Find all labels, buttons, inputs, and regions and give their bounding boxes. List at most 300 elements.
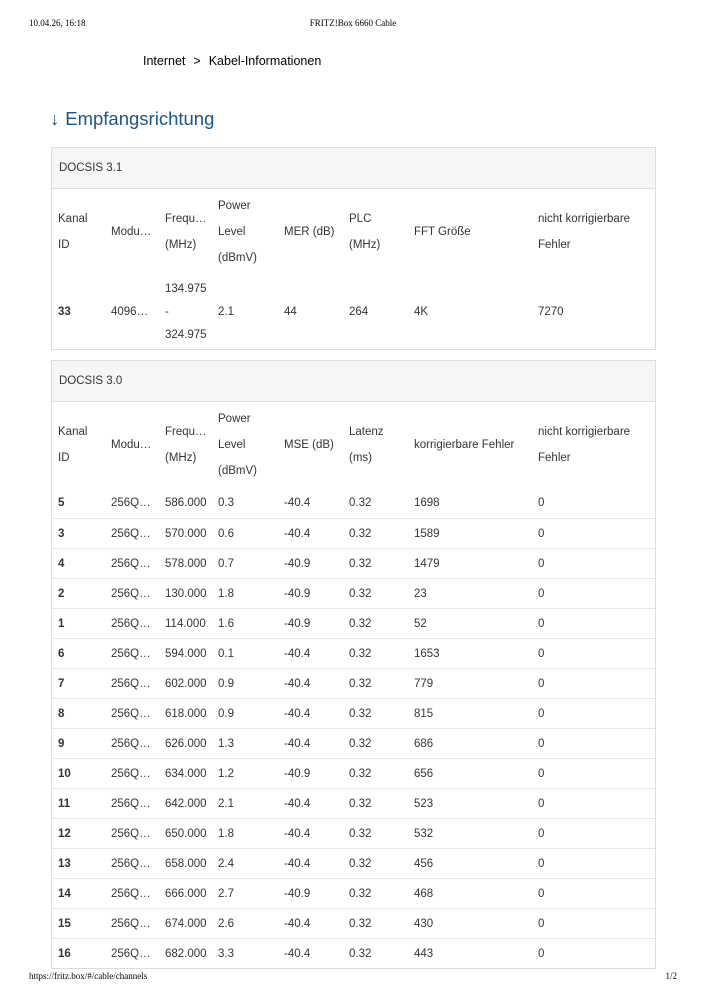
frequenz-cell xyxy=(165,549,215,578)
cell-text: (MHz) xyxy=(349,239,381,251)
modulation-cell xyxy=(111,579,161,608)
cell-text: 15 xyxy=(58,917,71,930)
fehler-col7-cell xyxy=(414,819,534,848)
col6-cell xyxy=(349,609,409,638)
power-level-cell xyxy=(218,789,280,818)
table-row xyxy=(52,638,655,668)
cell-text: 586.000 xyxy=(165,497,207,509)
cell-text: 468 xyxy=(414,887,434,900)
col6-cell xyxy=(349,939,409,968)
cell-text: 4 xyxy=(58,557,65,570)
cell-text: 0 xyxy=(538,797,545,810)
cell-text: 0.7 xyxy=(218,557,234,570)
cell-text: 9 xyxy=(58,737,65,750)
table-row xyxy=(52,728,655,758)
power-level-cell xyxy=(218,729,280,758)
frequenz-cell xyxy=(165,189,215,275)
cell-text: nicht korrigierbare xyxy=(538,426,631,438)
cell-text: 256Q… xyxy=(111,677,151,690)
cell-text: 33 xyxy=(58,305,71,318)
fehler-col7-cell xyxy=(414,549,534,578)
docsis30-header-row xyxy=(52,402,655,488)
cell-text: Kanal xyxy=(58,426,88,438)
nicht-korrigierbare-fehler-cell xyxy=(538,519,653,548)
cell-text: -40.4 xyxy=(284,527,311,540)
kanal-id-cell xyxy=(58,609,108,638)
fehler-col7-cell xyxy=(414,579,534,608)
cell-text: 570.000 xyxy=(165,527,207,540)
cell-text: 626.000 xyxy=(165,737,207,750)
cell-text: korrigierbare Fehler xyxy=(414,439,515,451)
power-level-cell xyxy=(218,402,280,488)
nicht-korrigierbare-fehler-cell xyxy=(538,699,653,728)
cell-text: 256Q… xyxy=(111,887,151,900)
cell-text: 0.32 xyxy=(349,557,372,570)
col6-cell xyxy=(349,729,409,758)
kanal-id-cell xyxy=(58,819,108,848)
frequenz-cell xyxy=(165,639,215,668)
kanal-id-cell xyxy=(58,639,108,668)
cell-text: 1 xyxy=(58,617,65,630)
table-row xyxy=(52,848,655,878)
cell-text: -40.4 xyxy=(284,947,311,960)
quality-cell xyxy=(284,849,344,878)
table-row xyxy=(52,758,655,788)
cell-text: 256Q… xyxy=(111,797,151,810)
cell-text: FFT Größe xyxy=(414,226,471,238)
fehler-col7-cell xyxy=(414,729,534,758)
cell-text: 0.32 xyxy=(349,827,372,840)
modulation-cell xyxy=(111,909,161,938)
cell-text: 256Q… xyxy=(111,827,151,840)
cell-text: 14 xyxy=(58,887,71,900)
power-level-cell xyxy=(218,639,280,668)
nicht-korrigierbare-fehler-cell xyxy=(538,275,653,349)
cell-text: nicht korrigierbare xyxy=(538,213,631,225)
col6-cell xyxy=(349,189,409,275)
nicht-korrigierbare-fehler-cell xyxy=(538,609,653,638)
cell-text: 0.9 xyxy=(218,677,234,690)
cell-text: 256Q… xyxy=(111,947,151,960)
modulation-cell xyxy=(111,849,161,878)
fehler-col7-cell xyxy=(414,849,534,878)
cell-text: 0.32 xyxy=(349,527,372,540)
cell-text: (MHz) xyxy=(165,452,197,464)
cell-text: 815 xyxy=(414,707,434,720)
power-level-cell xyxy=(218,819,280,848)
kanal-id-cell xyxy=(58,488,108,518)
cell-text: Kanal xyxy=(58,213,88,225)
cell-text: 650.000 xyxy=(165,827,207,840)
cell-text: 0 xyxy=(538,707,545,720)
cell-text: PLC xyxy=(349,213,372,225)
cell-text: -40.4 xyxy=(284,647,311,660)
print-footer xyxy=(0,971,706,985)
power-level-cell xyxy=(218,849,280,878)
cell-text: -40.4 xyxy=(284,827,311,840)
kanal-id-cell xyxy=(58,879,108,908)
kanal-id-cell xyxy=(58,759,108,788)
quality-cell xyxy=(284,275,344,349)
cell-text: 1589 xyxy=(414,527,440,540)
cell-text: -40.4 xyxy=(284,737,311,750)
cell-text: 23 xyxy=(414,587,427,600)
power-level-cell xyxy=(218,669,280,698)
quality-cell xyxy=(284,609,344,638)
quality-cell xyxy=(284,639,344,668)
modulation-cell xyxy=(111,819,161,848)
kanal-id-cell xyxy=(58,579,108,608)
cell-text: Fehler xyxy=(538,452,571,464)
cell-text: 1.8 xyxy=(218,827,234,840)
nicht-korrigierbare-fehler-cell xyxy=(538,909,653,938)
cell-text: 779 xyxy=(414,677,434,690)
cell-text: 0 xyxy=(538,617,545,630)
docsis30-table xyxy=(51,360,656,969)
fehler-col7-cell xyxy=(414,275,534,349)
print-datetime: 10.04.26, 16:18 xyxy=(29,18,86,28)
cell-text: ID xyxy=(58,239,70,251)
cell-text: 634.000 xyxy=(165,767,207,780)
frequenz-cell xyxy=(165,275,215,349)
col6-cell xyxy=(349,849,409,878)
kanal-id-cell xyxy=(58,519,108,548)
cell-text: 4K xyxy=(414,305,429,318)
cell-text: Latenz xyxy=(349,426,384,438)
frequenz-cell xyxy=(165,669,215,698)
kanal-id-cell xyxy=(58,939,108,968)
fehler-col7-cell xyxy=(414,939,534,968)
fehler-col7-cell xyxy=(414,609,534,638)
col6-cell xyxy=(349,549,409,578)
col6-cell xyxy=(349,519,409,548)
modulation-cell xyxy=(111,402,161,488)
quality-cell xyxy=(284,759,344,788)
cell-text: 3 xyxy=(58,527,65,540)
cell-text: 0.3 xyxy=(218,497,234,509)
col6-cell xyxy=(349,759,409,788)
breadcrumb-internet[interactable]: Internet xyxy=(143,54,186,68)
frequenz-cell xyxy=(165,759,215,788)
nicht-korrigierbare-fehler-cell xyxy=(538,849,653,878)
cell-text: 1.6 xyxy=(218,617,234,630)
cell-text: 1.3 xyxy=(218,737,234,750)
cell-text: 52 xyxy=(414,617,427,630)
cell-text: 0.32 xyxy=(349,947,372,960)
modulation-cell xyxy=(111,488,161,518)
cell-text: Fehler xyxy=(538,239,571,251)
cell-text: (MHz) xyxy=(165,239,197,251)
cell-text: 6 xyxy=(58,647,65,660)
col6-cell xyxy=(349,669,409,698)
table-row xyxy=(52,818,655,848)
kanal-id-cell xyxy=(58,849,108,878)
cell-text: 0 xyxy=(538,527,545,540)
cell-text: 1698 xyxy=(414,497,440,509)
cell-text: 134.975 xyxy=(165,282,207,295)
kanal-id-cell xyxy=(58,669,108,698)
modulation-cell xyxy=(111,879,161,908)
table-row xyxy=(52,578,655,608)
cell-text: 0 xyxy=(538,887,545,900)
cell-text: 0 xyxy=(538,827,545,840)
cell-text: 0 xyxy=(538,767,545,780)
cell-text: 0.32 xyxy=(349,857,372,870)
cell-text: 1.2 xyxy=(218,767,234,780)
col6-cell xyxy=(349,579,409,608)
cell-text: 0.32 xyxy=(349,647,372,660)
table-row xyxy=(52,668,655,698)
cell-text: 523 xyxy=(414,797,434,810)
cell-text: 2.7 xyxy=(218,887,234,900)
kanal-id-cell xyxy=(58,729,108,758)
quality-cell xyxy=(284,909,344,938)
fehler-col7-cell xyxy=(414,699,534,728)
kanal-id-cell xyxy=(58,189,108,275)
frequenz-cell xyxy=(165,939,215,968)
cell-text: 2.1 xyxy=(218,305,234,318)
power-level-cell xyxy=(218,275,280,349)
cell-text: 0.32 xyxy=(349,917,372,930)
cell-text: 264 xyxy=(349,305,369,318)
cell-text: 8 xyxy=(58,707,65,720)
power-level-cell xyxy=(218,549,280,578)
kanal-id-cell xyxy=(58,789,108,818)
quality-cell xyxy=(284,939,344,968)
power-level-cell xyxy=(218,909,280,938)
frequenz-cell xyxy=(165,879,215,908)
cell-text: -40.9 xyxy=(284,557,311,570)
modulation-cell xyxy=(111,759,161,788)
cell-text: 618.000 xyxy=(165,707,207,720)
fehler-col7-cell xyxy=(414,789,534,818)
cell-text: 456 xyxy=(414,857,434,870)
cell-text: 0.32 xyxy=(349,767,372,780)
quality-cell xyxy=(284,699,344,728)
col6-cell xyxy=(349,402,409,488)
cell-text: -40.4 xyxy=(284,707,311,720)
nicht-korrigierbare-fehler-cell xyxy=(538,579,653,608)
table-row xyxy=(52,608,655,638)
cell-text: 7 xyxy=(58,677,65,690)
nicht-korrigierbare-fehler-cell xyxy=(538,189,653,275)
cell-text: 7270 xyxy=(538,305,564,318)
modulation-cell xyxy=(111,939,161,968)
cell-text: 256Q… xyxy=(111,767,151,780)
power-level-cell xyxy=(218,488,280,518)
col6-cell xyxy=(349,699,409,728)
print-url: https://fritz.box/#/cable/channels xyxy=(29,971,148,981)
nicht-korrigierbare-fehler-cell xyxy=(538,549,653,578)
print-page-number: 1/2 xyxy=(665,971,677,981)
cell-text: 594.000 xyxy=(165,647,207,660)
cell-text: 0 xyxy=(538,587,545,600)
cell-text: 256Q… xyxy=(111,737,151,750)
fehler-col7-cell xyxy=(414,879,534,908)
cell-text: -40.4 xyxy=(284,857,311,870)
table-row xyxy=(52,908,655,938)
col6-cell xyxy=(349,275,409,349)
cell-text: -40.4 xyxy=(284,677,311,690)
breadcrumb xyxy=(143,54,321,68)
cell-text: 443 xyxy=(414,947,434,960)
cell-text: 0.32 xyxy=(349,707,372,720)
cell-text: 0.32 xyxy=(349,497,372,509)
table-row xyxy=(52,698,655,728)
table-row xyxy=(52,518,655,548)
frequenz-cell xyxy=(165,609,215,638)
modulation-cell xyxy=(111,189,161,275)
frequenz-cell xyxy=(165,519,215,548)
quality-cell xyxy=(284,579,344,608)
frequenz-cell xyxy=(165,789,215,818)
cell-text: 0 xyxy=(538,647,545,660)
nicht-korrigierbare-fehler-cell xyxy=(538,402,653,488)
cell-text: 666.000 xyxy=(165,887,207,900)
cell-text: 2 xyxy=(58,587,65,600)
cell-text: Power xyxy=(218,413,251,425)
quality-cell xyxy=(284,488,344,518)
nicht-korrigierbare-fehler-cell xyxy=(538,488,653,518)
cell-text: 114.000 xyxy=(165,617,206,630)
kanal-id-cell xyxy=(58,275,108,349)
cell-text: 642.000 xyxy=(165,797,207,810)
cell-text: 2.1 xyxy=(218,797,234,810)
cell-text: -40.9 xyxy=(284,587,311,600)
frequenz-cell xyxy=(165,579,215,608)
power-level-cell xyxy=(218,759,280,788)
cell-text: 256Q… xyxy=(111,497,151,509)
cell-text: 256Q… xyxy=(111,647,151,660)
cell-text: Level xyxy=(218,439,246,451)
cell-text: 0 xyxy=(538,917,545,930)
cell-text: 324.975 xyxy=(165,328,207,341)
modulation-cell xyxy=(111,789,161,818)
fehler-col7-cell xyxy=(414,909,534,938)
print-header xyxy=(0,18,706,32)
table-row xyxy=(52,548,655,578)
power-level-cell xyxy=(218,939,280,968)
cell-text: MER (dB) xyxy=(284,226,335,238)
cell-text: Modu… xyxy=(111,439,152,451)
section-title xyxy=(50,108,214,130)
cell-text: 686 xyxy=(414,737,434,750)
cell-text: 682.000 xyxy=(165,947,207,960)
frequenz-cell xyxy=(165,402,215,488)
table-row xyxy=(52,878,655,908)
modulation-cell xyxy=(111,275,161,349)
cell-text: 256Q… xyxy=(111,557,151,570)
print-document-title: FRITZ!Box 6660 Cable xyxy=(309,18,397,28)
frequenz-cell xyxy=(165,849,215,878)
cell-text: 430 xyxy=(414,917,434,930)
cell-text: 256Q… xyxy=(111,617,151,630)
quality-cell xyxy=(284,519,344,548)
breadcrumb-kabel-informationen: Kabel-Informationen xyxy=(208,54,322,68)
cell-text: Frequ… xyxy=(165,213,207,225)
arrow-down-icon: ↓ xyxy=(50,108,60,129)
frequenz-cell xyxy=(165,699,215,728)
nicht-korrigierbare-fehler-cell xyxy=(538,729,653,758)
cell-text: Frequ… xyxy=(165,426,207,438)
modulation-cell xyxy=(111,699,161,728)
docsis30-table-title: DOCSIS 3.0 xyxy=(52,361,655,402)
fehler-col7-cell xyxy=(414,402,534,488)
col6-cell xyxy=(349,789,409,818)
table-row xyxy=(52,488,655,518)
table-row xyxy=(52,275,655,349)
cell-text: 130.000 xyxy=(165,587,207,600)
cell-text: 1653 xyxy=(414,647,440,660)
cell-text: 0.9 xyxy=(218,707,234,720)
cell-text: -40.9 xyxy=(284,887,311,900)
cell-text: MSE (dB) xyxy=(284,439,334,451)
power-level-cell xyxy=(218,609,280,638)
quality-cell xyxy=(284,729,344,758)
cell-text: 256Q… xyxy=(111,587,151,600)
cell-text: 0 xyxy=(538,557,545,570)
quality-cell xyxy=(284,819,344,848)
fehler-col7-cell xyxy=(414,669,534,698)
cell-text: 1479 xyxy=(414,557,440,570)
cell-text: 0.32 xyxy=(349,887,372,900)
cell-text: -40.4 xyxy=(284,497,311,509)
cell-text: -40.4 xyxy=(284,797,311,810)
cell-text: 256Q… xyxy=(111,527,151,540)
cell-text: 0 xyxy=(538,857,545,870)
nicht-korrigierbare-fehler-cell xyxy=(538,639,653,668)
cell-text: -40.9 xyxy=(284,767,311,780)
nicht-korrigierbare-fehler-cell xyxy=(538,759,653,788)
quality-cell xyxy=(284,189,344,275)
nicht-korrigierbare-fehler-cell xyxy=(538,669,653,698)
modulation-cell xyxy=(111,639,161,668)
table-row xyxy=(52,938,655,968)
power-level-cell xyxy=(218,579,280,608)
cell-text: 0.32 xyxy=(349,677,372,690)
power-level-cell xyxy=(218,879,280,908)
fehler-col7-cell xyxy=(414,488,534,518)
kanal-id-cell xyxy=(58,549,108,578)
cell-text: -40.4 xyxy=(284,917,311,930)
docsis31-table-title: DOCSIS 3.1 xyxy=(52,148,655,189)
cell-text: Power xyxy=(218,200,251,212)
cell-text: 5 xyxy=(58,497,65,509)
cell-text: - xyxy=(165,305,169,318)
frequenz-cell xyxy=(165,819,215,848)
cell-text: 602.000 xyxy=(165,677,207,690)
cell-text: ID xyxy=(58,452,70,464)
modulation-cell xyxy=(111,609,161,638)
cell-text: 2.4 xyxy=(218,857,234,870)
cell-text: 4096… xyxy=(111,305,149,318)
nicht-korrigierbare-fehler-cell xyxy=(538,819,653,848)
cell-text: 13 xyxy=(58,857,71,870)
cell-text: 10 xyxy=(58,767,71,780)
cell-text: 0.32 xyxy=(349,737,372,750)
nicht-korrigierbare-fehler-cell xyxy=(538,879,653,908)
col6-cell xyxy=(349,639,409,668)
kanal-id-cell xyxy=(58,402,108,488)
cell-text: Level xyxy=(218,226,246,238)
cell-text: -40.9 xyxy=(284,617,311,630)
cell-text: 2.6 xyxy=(218,917,234,930)
col6-cell xyxy=(349,819,409,848)
cell-text: 0.32 xyxy=(349,797,372,810)
col6-cell xyxy=(349,488,409,518)
col6-cell xyxy=(349,879,409,908)
cell-text: 256Q… xyxy=(111,707,151,720)
